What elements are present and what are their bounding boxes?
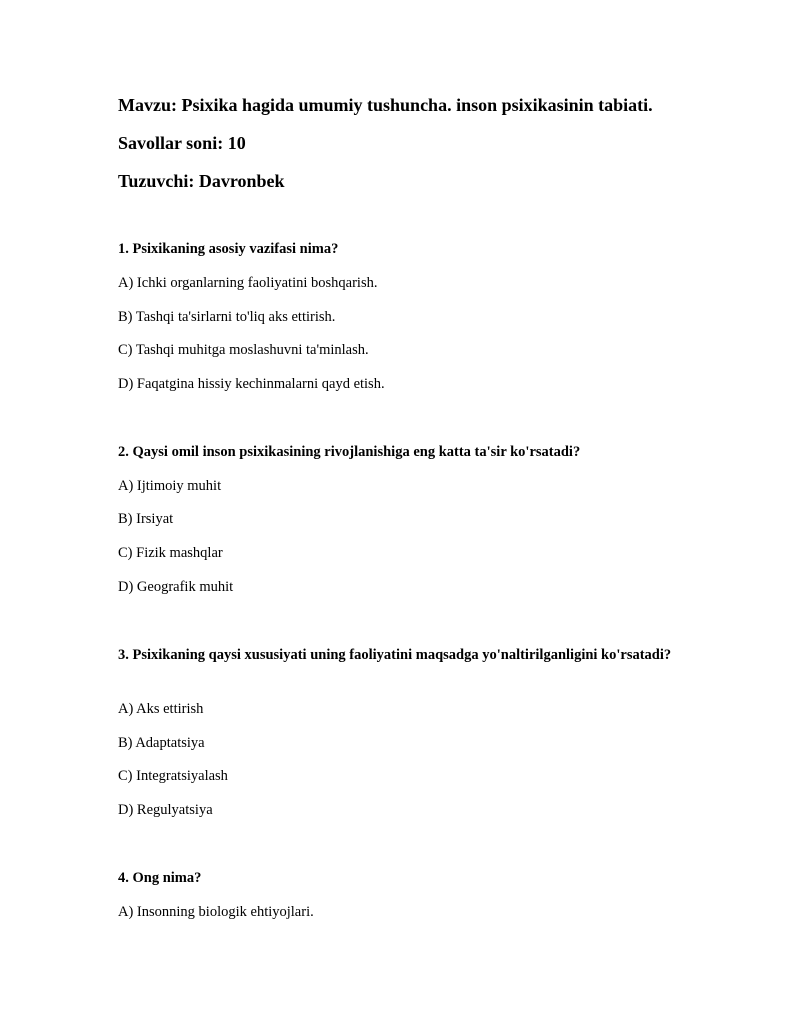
question-1-option-c: C) Tashqi muhitga moslashuvni ta'minlash. [118, 342, 369, 358]
author-heading: Tuzuvchi: Davronbek [118, 171, 285, 191]
question-count-heading: Savollar soni: 10 [118, 133, 246, 153]
question-3-option-b: B) Adaptatsiya [118, 735, 205, 751]
question-2-option-b: B) Irsiyat [118, 511, 174, 527]
question-3-option-a: A) Aks ettirish [118, 701, 204, 717]
question-2-option-d: D) Geografik muhit [118, 579, 234, 595]
question-1-option-d: D) Faqatgina hissiy kechinmalarni qayd etish. [118, 376, 385, 392]
question-1: 1. Psixikaning asosiy vazifasi nima? [118, 241, 339, 257]
question-3: 3. Psixikaning qaysi xususiyati uning faoliyatini maqsadga yo'naltirilganligini ko'rsatadi? [118, 647, 672, 663]
question-4: 4. Ong nima? [118, 870, 202, 886]
question-2-option-a: A) Ijtimoiy muhit [118, 478, 222, 494]
question-2: 2. Qaysi omil inson psixikasining rivojlanishiga eng katta ta'sir ko'rsatadi? [118, 444, 581, 460]
question-3-option-c: C) Integratsiyalash [118, 768, 228, 784]
question-2-option-c: C) Fizik mashqlar [118, 545, 223, 561]
question-1-option-a: A) Ichki organlarning faoliyatini boshqarish. [118, 275, 378, 291]
question-4-option-a: A) Insonning biologik ehtiyojlari. [118, 904, 314, 920]
question-1-option-b: B) Tashqi ta'sirlarni to'liq aks ettirish. [118, 309, 336, 325]
question-3-option-d: D) Regulyatsiya [118, 802, 213, 818]
topic-heading: Mavzu: Psixika hagida umumiy tushuncha. inson psixikasinin tabiati. [118, 95, 653, 115]
